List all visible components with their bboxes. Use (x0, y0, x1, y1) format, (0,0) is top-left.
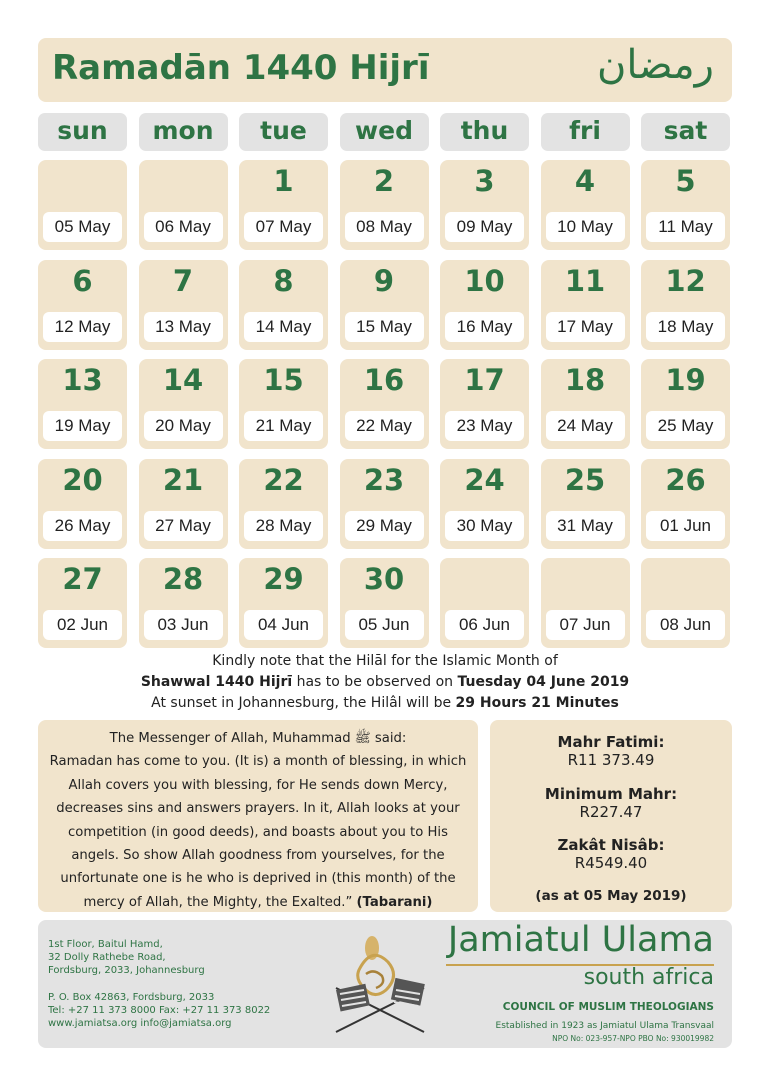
hijri-day-number: 1 (273, 164, 294, 198)
notice-observe-date: Tuesday 04 June 2019 (457, 674, 630, 690)
notice-observed-on: has to be observed on (292, 674, 458, 690)
calendar-day-cell (239, 160, 328, 250)
calendar-day-cell (340, 459, 429, 549)
mahr-fatimi-value: R11 373.49 (567, 751, 655, 769)
calendar-day-cell (38, 260, 127, 350)
weekday-header-thu: thu (440, 113, 529, 151)
calendar-day-cell (139, 558, 228, 648)
calendar-day-cell (641, 359, 730, 449)
mahr-box (490, 720, 732, 912)
gregorian-date: 16 May (445, 312, 524, 342)
gregorian-date: 05 May (43, 212, 122, 242)
hijri-day-number: 25 (564, 462, 606, 497)
gregorian-date: 06 Jun (445, 610, 524, 640)
calendar-day-cell (139, 459, 228, 549)
gregorian-date: 13 May (144, 312, 223, 342)
gregorian-date: 22 May (345, 411, 424, 441)
hijri-day-number: 3 (474, 164, 495, 198)
gregorian-date: 29 May (345, 511, 424, 541)
gregorian-date: 03 Jun (144, 610, 223, 640)
calendar-day-cell (541, 260, 630, 350)
gregorian-date: 31 May (546, 511, 625, 541)
mahr-minimum (490, 785, 732, 821)
weekday-header-sat: sat (641, 113, 730, 151)
zakat-nisab-label: Zakât Nisâb: (557, 836, 665, 854)
organization-name: Jamiatul Ulama (447, 920, 714, 960)
mahr-minimum-value: R227.47 (579, 803, 643, 821)
gregorian-date: 17 May (546, 312, 625, 342)
weekday-header-sun: sun (38, 113, 127, 151)
hijri-day-number: 11 (564, 263, 606, 298)
gregorian-date: 08 Jun (646, 610, 725, 640)
hijri-day-number: 17 (464, 363, 505, 397)
gregorian-date: 09 May (445, 212, 524, 242)
notice-line-2 (38, 672, 732, 693)
calendar-day-cell (340, 260, 429, 350)
calendar-day-cell (541, 558, 630, 648)
hijri-day-number: 30 (363, 562, 405, 596)
calendar-day-cell (440, 459, 529, 549)
calendar-day-cell (440, 160, 529, 250)
hijri-day-number: 23 (363, 462, 405, 497)
gregorian-date: 05 Jun (345, 610, 424, 640)
calendar-day-cell (38, 459, 127, 549)
hadith-source: (Tabarani) (356, 894, 433, 910)
hijri-day-number: 20 (62, 462, 103, 497)
hijri-day-number: 24 (464, 462, 505, 497)
organization-npo: NPO No: 023-957-NPO PBO No: 930019982 (552, 1034, 714, 1043)
calendar-grid (38, 160, 732, 650)
calendar-day-cell (239, 260, 328, 350)
hijri-day-number: 13 (62, 363, 103, 397)
address-line: 32 Dolly Rathebe Road, (48, 952, 166, 963)
address-line: 1st Floor, Baitul Hamd, (48, 939, 163, 950)
hijri-day-number: 12 (665, 263, 706, 298)
hijri-day-number: 9 (373, 263, 395, 298)
weekday-header-mon: mon (139, 113, 228, 151)
hijri-day-number: 8 (273, 263, 294, 298)
calendar-day-cell (440, 260, 529, 350)
calendar-day-cell (340, 359, 429, 449)
hijri-day-number: 16 (363, 363, 405, 397)
hijri-day-number: 14 (162, 363, 204, 397)
calendar-day-cell (641, 160, 730, 250)
mahr-as-at-date: (as at 05 May 2019) (535, 888, 687, 904)
gregorian-date: 04 Jun (244, 610, 323, 640)
gregorian-date: 19 May (43, 411, 122, 441)
gregorian-date: 21 May (244, 411, 323, 441)
hadith-text (48, 750, 468, 914)
calendar-day-cell (340, 160, 429, 250)
calendar-day-cell (541, 459, 630, 549)
hijri-day-number: 18 (564, 363, 606, 397)
gregorian-date: 10 May (546, 212, 625, 242)
calendar-day-cell (239, 459, 328, 549)
calendar-day-cell (541, 359, 630, 449)
hijri-day-number: 28 (162, 562, 204, 596)
hijri-day-number: 15 (263, 363, 304, 397)
calendar-day-cell (641, 260, 730, 350)
calendar-day-cell (440, 558, 529, 648)
organization-region: south africa (583, 965, 714, 990)
hijri-day-number: 29 (263, 562, 304, 596)
hijri-day-number: 2 (373, 164, 395, 198)
gregorian-date: 08 May (345, 212, 424, 242)
calendar-day-cell (541, 160, 630, 250)
hijri-day-number: 26 (665, 462, 706, 497)
gregorian-date: 30 May (445, 511, 524, 541)
hadith-body: Ramadan has come to you. (It is) a month of blessing, in which Allah covers you with blessing, for He sends down Mercy, decreases sins and answers prayers. In it, Allah looks at your competition (in good deeds), and boasts about you to His angels. So show Allah goodness from yourselves, for the unfortunate one is he who is deprived in (this month) of the mercy of Allah, the Mighty, the Exalted.” (49, 754, 467, 910)
notice-hilal-age: 29 Hours 21 Minutes (455, 695, 619, 711)
hijri-day-number: 4 (574, 164, 596, 198)
gregorian-date: 18 May (646, 312, 725, 342)
hijri-day-number: 10 (464, 263, 505, 298)
hadith-box (38, 720, 478, 912)
contact-line: Tel: +27 11 373 8000 Fax: +27 11 373 8022 (48, 1005, 271, 1016)
gregorian-date: 23 May (445, 411, 524, 441)
notice-line-1: Kindly note that the Hilāl for the Islamic Month of (212, 653, 558, 669)
gregorian-date: 20 May (144, 411, 223, 441)
organization-council: COUNCIL OF MUSLIM THEOLOGIANS (502, 1001, 714, 1013)
notice-line-3 (38, 693, 732, 714)
calendar-day-cell (38, 160, 127, 250)
hijri-day-number: 7 (172, 263, 194, 298)
hijri-day-number: 27 (62, 562, 103, 596)
gregorian-date: 15 May (345, 312, 424, 342)
gregorian-date: 14 May (244, 312, 323, 342)
hijri-day-number: 22 (263, 462, 304, 497)
organization-established: Established in 1923 as Jamiatul Ulama Transvaal (495, 1021, 714, 1031)
calendar-day-cell (641, 558, 730, 648)
gregorian-date: 24 May (546, 411, 625, 441)
contact-line: P. O. Box 42863, Fordsburg, 2033 (48, 992, 215, 1003)
title-arabic-calligraphy: رمضان (597, 42, 714, 88)
gregorian-date: 11 May (646, 212, 725, 242)
contact-line: www.jamiatsa.org info@jamiatsa.org (48, 1018, 232, 1029)
gregorian-date: 07 Jun (546, 610, 625, 640)
gregorian-date: 01 Jun (646, 511, 725, 541)
hadith-intro: The Messenger of Allah, Muhammad ﷺ said: (109, 731, 407, 746)
mahr-fatimi-label: Mahr Fatimi: (557, 733, 665, 751)
gregorian-date: 02 Jun (43, 610, 122, 640)
address-line: Fordsburg, 2033, Johannesburg (48, 965, 205, 976)
calendar-day-cell (38, 558, 127, 648)
calendar-day-cell (239, 558, 328, 648)
calendar-day-cell (340, 558, 429, 648)
calendar-day-cell (139, 160, 228, 250)
contact-block (48, 991, 270, 1030)
hijri-day-number: 21 (162, 462, 204, 497)
jamiat-logo-icon (330, 928, 430, 1040)
weekday-header-fri: fri (541, 113, 630, 151)
gregorian-date: 06 May (144, 212, 223, 242)
weekday-header-row (38, 113, 732, 151)
gregorian-date: 26 May (43, 511, 122, 541)
calendar-day-cell (641, 459, 730, 549)
weekday-header-wed: wed (340, 113, 429, 151)
gregorian-date: 12 May (43, 312, 122, 342)
mahr-minimum-label: Minimum Mahr: (544, 785, 678, 803)
calendar-day-cell (139, 359, 228, 449)
gregorian-date: 27 May (144, 511, 223, 541)
title-bar (38, 38, 732, 102)
address-block (48, 938, 205, 977)
hijri-day-number: 5 (675, 164, 696, 198)
weekday-header-tue: tue (239, 113, 328, 151)
gregorian-date: 25 May (646, 411, 725, 441)
page-title: Ramadān 1440 Hijrī (52, 48, 430, 88)
notice-shawwal: Shawwal 1440 Hijrī (140, 674, 293, 690)
mahr-fatimi (490, 733, 732, 769)
zakat-nisab (490, 836, 732, 872)
gregorian-date: 07 May (244, 212, 323, 242)
calendar-day-cell (139, 260, 228, 350)
hilal-notice (38, 651, 732, 714)
hijri-day-number: 19 (665, 363, 706, 397)
notice-sunset-text: At sunset in Johannesburg, the Hilâl will be (151, 695, 456, 711)
zakat-nisab-value: R4549.40 (574, 854, 648, 872)
calendar-day-cell (239, 359, 328, 449)
calendar-day-cell (38, 359, 127, 449)
footer (38, 920, 732, 1048)
gregorian-date: 28 May (244, 511, 323, 541)
calendar-day-cell (440, 359, 529, 449)
hijri-day-number: 6 (72, 263, 93, 298)
